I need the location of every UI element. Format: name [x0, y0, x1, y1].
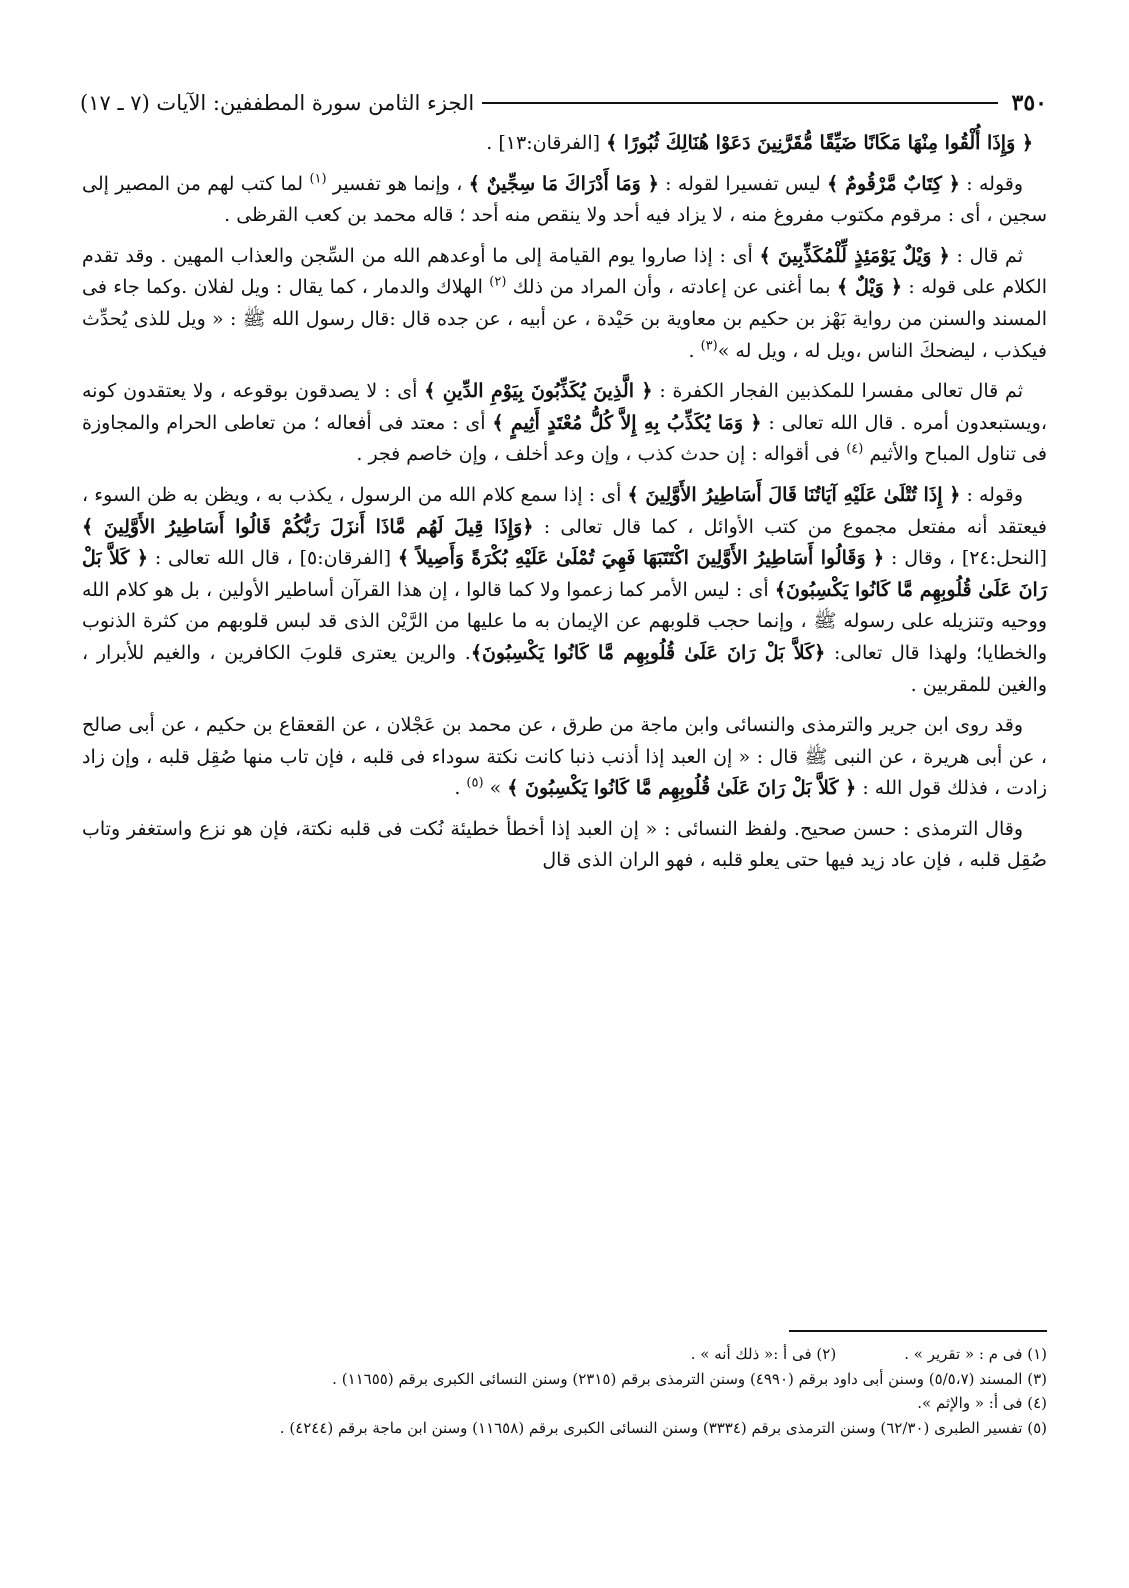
- footnote-3: (٣) المسند (٥/٥،٧) وسنن أبى داود برقم (٤٩٩٠) وسنن الترمذى برقم (٢٣١٥) وسنن النسائى الكبرى برقم (١١٦٥٥) .: [332, 1369, 1047, 1388]
- text-run: أى : ليس الأمر كما زعموا ولا كما قالوا ، إن هذا القرآن أساطير الأولين ، بل هو كلام الله ووحيه وتنزيله على رسوله ﷺ ، وإنما حجب قلوبهم عن الإيمان به ما عليها من الرَّيْن الذى قد لبس قلوبهم من كثرة الذنوب والخطايا؛ ولهذا قال تعالى:: [82, 578, 1047, 664]
- quran-quote: ﴿ وَقَالُوا أَسَاطِيرُ الأَوَّلِينَ اكْتَتَبَهَا فَهِيَ تُمْلَىٰ عَلَيْهِ بُكْرَةً وَأَصِيلاً ﴾: [397, 547, 885, 570]
- quran-quote: ﴿ وَيْلٌ ﴾: [837, 276, 903, 299]
- paragraph-4: [82, 376, 1047, 471]
- footnote-1: (١) فى م : « تقرير » .: [904, 1345, 1047, 1363]
- paragraph-7: [82, 814, 1047, 877]
- text-run: أى : معتد فى أفعاله ؛ من تعاطى الحرام والمجاوزة فى تناول المباح والأثيم: [82, 411, 1047, 466]
- quran-quote: ﴿ كِتَابٌ مَّرْقُومٌ ﴾: [827, 172, 960, 195]
- text-run: أى : إذا سمع كلام الله من الرسول ، يكذب به ، ويظن به ظن السوء ، فيعتقد أنه مفتعل مجموع من كتب الأوائل ، كما قال تعالى :: [82, 483, 1047, 538]
- quran-quote: ﴿كَلاَّ بَلْ رَانَ عَلَىٰ قُلُوبِهِم مَّا كَانُوا يَكْسِبُونَ﴾: [470, 641, 826, 664]
- running-title: الجزء الثامن سورة المطففين: الآيات (٧ ـ ١٧): [80, 91, 475, 115]
- footnotes: [82, 1342, 1047, 1440]
- paragraph-1: [82, 128, 1047, 160]
- footnote-ref: (٢): [489, 275, 507, 291]
- footnote-ref: (١): [309, 171, 327, 187]
- text-run: بما أغنى عن إعادته ، وأن المراد من ذلك: [506, 276, 837, 299]
- text-run: ثم قال :: [949, 244, 1023, 267]
- paragraph-3: [82, 241, 1047, 367]
- quran-quote: ﴿وَإِذَا قِيلَ لَهُم مَّاذَا أَنزَلَ رَبُّكُمْ قَالُوا أَسَاطِيرُ الأَوَّلِينَ ﴾: [82, 515, 534, 538]
- text-run: وقوله :: [960, 483, 1023, 506]
- text-run: [الفرقان:٥] ، قال الله تعالى :: [148, 547, 398, 570]
- quran-quote: ﴿ وَإِذَا أُلْقُوا مِنْهَا مَكَانًا ضَيِّقًا مُّقَرَّنِينَ دَعَوْا هُنَالِكَ ثُبُورًا ﴾: [606, 132, 1033, 154]
- footnote-5: (٥) تفسير الطبرى (٦٢/٣٠) وسنن الترمذى برقم (٣٣٣٤) وسنن النسائى الكبرى برقم (١١٦٥٨) وسنن ابن ماجة برقم (٤٢٤٤) .: [279, 1418, 1047, 1437]
- text-run: وقوله :: [959, 172, 1024, 195]
- text-run: . والرين يعترى قلوبَ الكافرين ، والغيم للأبرار ، والغين للمقربين .: [82, 641, 1047, 696]
- text-run: وقال الترمذى : حسن صحيح. ولفظ النسائى : « إن العبد إذا أخطأ خطيئة نُكت فى قلبه نكتة، فإن هو نزع واستغفر وتاب صُقِل قلبه ، فإن عاد زيد فيها حتى يعلو قلبه ، فهو الران الذى قال: [82, 817, 1047, 872]
- header-rule: [482, 102, 997, 104]
- text-run: [الفرقان:١٣] .: [486, 132, 607, 154]
- text-run: ثم قال تعالى مفسرا للمكذبين الفجار الكفرة :: [652, 380, 1023, 403]
- footnote-row: [82, 1342, 1047, 1367]
- running-header: [80, 86, 1047, 120]
- page-number: ٣٥٠: [1011, 90, 1047, 116]
- footnote-ref: (٣): [700, 338, 718, 354]
- text-run: لما كتب لهم من المصير إلى سجين ، أى : مرقوم مكتوب مفروغ منه ، لا يزاد فيه أحد ولا ينقص منه أحد ؛ قاله محمد بن كعب القرظى .: [82, 172, 1047, 227]
- quran-quote: ﴿ كَلاَّ بَلْ رَانَ عَلَىٰ قُلُوبِهِم مَّا كَانُوا يَكْسِبُونَ﴾: [82, 547, 1048, 601]
- text-run: أى : إذا صاروا يوم القيامة إلى ما أوعدهم الله من السِّجن والعذاب المهين . وقد تقدم الكلام على قوله :: [82, 244, 1047, 299]
- quran-quote: ﴿ إِذَا تُتْلَىٰ عَلَيْهِ آيَاتُنَا قَالَ أَسَاطِيرُ الأَوَّلِينَ ﴾: [627, 483, 961, 506]
- text-run: [النحل:٢٤] ، وقال :: [884, 547, 1047, 570]
- text-run: الهلاك والدمار ، كما يقال : ويل لفلان .وكما جاء فى المسند والسنن من رواية بَهْز بن حكيم بن معاوية بن حَيْدة ، عن أبيه ، عن جده قال :قال رسول الله ﷺ : « ويل للذى يُحدِّث فيكذب ، ليضحكَ الناس ،ويل له ، ويل له »: [82, 276, 1047, 362]
- text-run: أى : لا يصدقون بوقوعه ، ولا يعتقدون كونه ،ويستبعدون أمره . قال الله تعالى :: [82, 380, 1047, 434]
- quran-quote: ﴿ وَمَا أَدْرَاكَ مَا سِجِّينٌ ﴾: [468, 172, 659, 195]
- footnote-2: (٢) فى أ :« ذلك أنه » .: [690, 1345, 837, 1363]
- quran-quote: ﴿ كَلاَّ بَلْ رَانَ عَلَىٰ قُلُوبِهِم مَّا كَانُوا يَكْسِبُونَ ﴾: [507, 777, 857, 800]
- quran-quote: ﴿ وَيْلٌ يَوْمَئِذٍ لِّلْمُكَذِّبِينَ ﴾: [759, 244, 950, 267]
- footnote-ref: (٥): [466, 775, 484, 791]
- text-run: فى أقواله : إن حدث كذب ، وإن وعد أخلف ، وإن خاصم فجر .: [356, 443, 847, 466]
- footnote-4: (٤) فى أ: « والإثم ».: [917, 1394, 1047, 1412]
- main-text: [82, 128, 1047, 886]
- text-run: .: [688, 339, 701, 362]
- text-run: »: [483, 777, 508, 800]
- text-run: ، وإنما هو تفسير: [326, 172, 469, 195]
- text-run: وقد روى ابن جرير والترمذى والنسائى وابن ماجة من طرق ، عن محمد بن عَجْلان ، عن القعقاع بن حكيم ، عن أبى صالح ، عن أبى هريرة ، عن النبى ﷺ قال : « إن العبد إذا أذنب ذنبا كانت نكتة سوداء فى قلبه ، فإن تاب منها صُقِل قلبه ، وإن زاد زادت ، فذلك قول الله :: [82, 714, 1047, 800]
- quran-quote: ﴿ وَمَا يُكَذِّبُ بِهِ إِلاَّ كُلُّ مُعْتَدٍ أَثِيمٍ ﴾: [492, 411, 762, 434]
- text-run: ليس تفسيرا لقوله :: [658, 172, 828, 195]
- paragraph-5: [82, 480, 1047, 701]
- paragraph-2: [82, 169, 1047, 232]
- footnote-ref: (٤): [846, 442, 864, 458]
- paragraph-6: [82, 710, 1047, 805]
- quran-quote: ﴿ الَّذِينَ يُكَذِّبُونَ بِيَوْمِ الدِّينِ ﴾: [424, 380, 653, 403]
- text-run: .: [454, 777, 467, 800]
- footnote-separator: [789, 1330, 1047, 1332]
